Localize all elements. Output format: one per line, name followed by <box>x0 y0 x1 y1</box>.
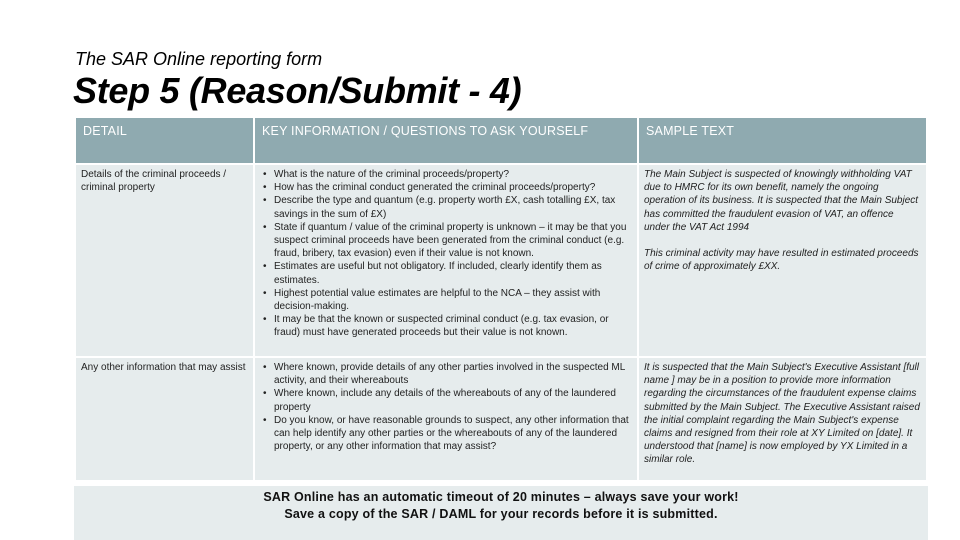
sample-paragraph: The Main Subject is suspected of knowingly withholding VAT due to HMRC for its own benefit, namely the ongoing operation of its business. It is suspected that the Main Subject has committed the fraudulent evasion of VAT, an offence under the VAT Act 1994 <box>644 169 919 233</box>
key-info-cell <box>255 165 637 356</box>
slide-title: Step 5 (Reason/Submit - 4) <box>73 70 522 111</box>
footer-line-save-copy: Save a copy of the SAR / DAML for your records before it is submitted. <box>284 507 718 521</box>
footer-note <box>74 486 928 540</box>
header-key-information: KEY INFORMATION / QUESTIONS TO ASK YOURSELF <box>255 118 637 163</box>
list-item: • Where known, provide details of any other parties involved in the suspected ML activity, and their whereabouts <box>260 361 632 387</box>
slide-subtitle: The SAR Online reporting form <box>75 49 323 69</box>
table-header-row <box>76 118 926 163</box>
list-item: • Do you know, or have reasonable grounds to suspect, any other information that can help identify any other parties or the whereabouts of any of the laundered property, or any other information that may assist? <box>260 414 632 454</box>
header-sample-text: SAMPLE TEXT <box>639 118 926 163</box>
list-item: • Where known, include any details of the whereabouts of any of the laundered property <box>260 387 632 413</box>
table-row-criminal-proceeds <box>76 165 926 356</box>
list-item: • Estimates are useful but not obligatory. If included, clearly identify them as estimates. <box>260 260 632 286</box>
sample-text-cell <box>639 165 926 356</box>
sample-paragraph: It is suspected that the Main Subject's Executive Assistant [full name ] may be in a position to provide more information regarding the circumstances of the fraudulent expense claims submitted by the Main Subject. The Executive Assistant raised the initial complaint regarding the Main Subject's expense claims and resigned from their role at XY Limited on [date]. It understood that [name] is now employed by YX Limited in a similar role. <box>644 362 920 466</box>
list-item: • It may be that the known or suspected criminal conduct (e.g. tax evasion, or fraud) must have generated proceeds but their value is not known. <box>260 313 632 339</box>
key-info-cell <box>255 358 637 480</box>
sample-text-cell <box>639 358 926 480</box>
header-detail: DETAIL <box>76 118 253 163</box>
list-item: • What is the nature of the criminal proceeds/property? <box>260 168 632 181</box>
list-item: • Describe the type and quantum (e.g. property worth £X, cash totalling £X, tax savings in the sum of £X) <box>260 194 632 220</box>
detail-cell: Details of the criminal proceeds / criminal property <box>76 165 253 356</box>
key-info-list <box>260 168 632 340</box>
key-info-list <box>260 361 632 453</box>
sar-guidance-table <box>74 116 928 482</box>
footer-line-timeout: SAR Online has an automatic timeout of 20 minutes – always save your work! <box>263 490 739 504</box>
sample-paragraph: This criminal activity may have resulted in estimated proceeds of crime of approximately £XX. <box>644 248 919 273</box>
list-item: • How has the criminal conduct generated the criminal proceeds/property? <box>260 181 632 194</box>
list-item: • State if quantum / value of the criminal property is unknown – it may be that you suspect criminal proceeds have been generated from the criminal conduct (e.g. fraud, bribery, tax evasion) even if their value is not known. <box>260 221 632 261</box>
table-row-other-information <box>76 358 926 480</box>
list-item: • Highest potential value estimates are helpful to the NCA – they assist with decision-making. <box>260 287 632 313</box>
detail-cell: Any other information that may assist <box>76 358 253 480</box>
